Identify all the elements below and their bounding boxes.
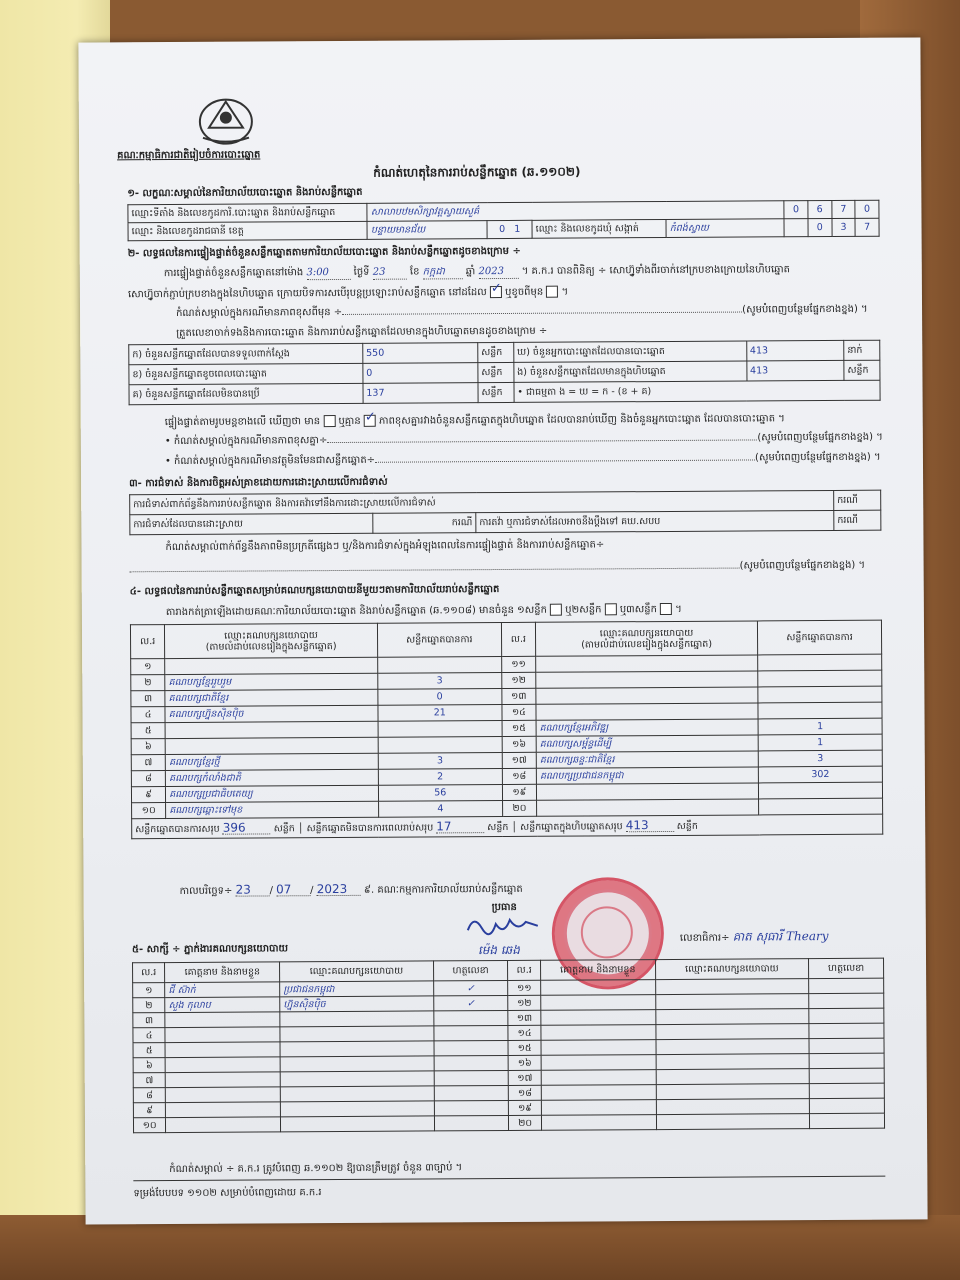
section3-heading: ៣- ការជំទាស់ និងការចិត្តអស់គ្រាខដោយការដោះស្រាយលើការជំទាស់ [129, 476, 388, 490]
party-votes [758, 702, 882, 719]
chair-signature-icon [464, 910, 544, 944]
row-number: ៩ [131, 787, 165, 803]
witness-party [280, 1086, 434, 1102]
nec-emblem-icon [197, 94, 255, 146]
witness-signature [809, 1098, 884, 1113]
row-number: ១៧ [509, 1070, 541, 1085]
witness-party [281, 1116, 435, 1132]
party-votes: 302 [758, 766, 882, 783]
two-sheet-checkbox[interactable] [605, 603, 617, 615]
table-row [133, 1113, 884, 1133]
party-name: គណបក្សប្រជាធិបតេយ្យ [166, 785, 379, 802]
spoiled-unit: សន្លឹក [478, 362, 514, 382]
col-name: គោត្តនាម និងនាមខ្លួន [540, 960, 655, 981]
witness-signature [434, 1040, 509, 1055]
witness-name: សួង កុលាប [165, 997, 280, 1013]
commune-digit: 0 [808, 218, 832, 236]
party-votes [758, 782, 882, 799]
row-number: ៣ [133, 1013, 165, 1028]
witness-name [541, 995, 656, 1011]
col-party: ឈ្មោះគណបក្សនយោបាយ (តាមលំដាប់លេខរៀងក្នុងសន្លឹកឆ្នោត) [535, 621, 757, 656]
row-number: ៦ [133, 1058, 165, 1073]
row-number: ១៩ [509, 1100, 541, 1115]
witness-name [165, 1057, 280, 1073]
witness-party [655, 1009, 809, 1025]
row-number: ១៦ [502, 736, 536, 752]
party-name: គណបក្សឆន្ទៈជាតិខ្មែរ [536, 751, 758, 768]
witness-party [280, 1071, 434, 1087]
spoiled-value: 0 [363, 363, 478, 384]
witness-signature [434, 1070, 509, 1085]
sheet-count-line: តារាងកត់ត្រាឡើងដោយគណៈការិយាល័យបោះឆ្នោត និងរាប់សន្លឹកឆ្នោត (ឆ.១១០៨) មានចំនួន ១សន្លឹក ឬ២សន្លឹក ឬ៣សន្លឹក ។ [165, 603, 682, 619]
location-digit: 0 [855, 200, 879, 218]
row-number: ៥ [133, 1043, 165, 1058]
check-line: ផ្ទៀងផ្ទាត់តាមរូបមន្តខាងលើ ឃើញថា មាន ឬគ្មាន ✓ ភាពខុសគ្នារវាងចំនួនសន្លឹកឆ្នោតក្នុងហិបឆ្នោត ដែលបានរាប់ឃើញ និងចំនួនអ្នកបោះឆ្នោត ដែលបានបោះឆ្នោត ។ [165, 412, 785, 429]
row-number: ១៣ [502, 688, 536, 704]
chair-label: ប្រធាន [491, 901, 517, 914]
count-intro: ត្រួតលេខាចាក់ទងនិងការបោះឆ្នោត និងការរាប់សន្លឹកឆ្នោតដែលមានក្នុងហិបឆ្នោតមានដូចខាងក្រោម ÷ [176, 325, 548, 339]
witness-party [281, 1101, 435, 1117]
date-line: កាលបរិច្ឆេទ÷ 23 / 07 / 2023 ៩. គណៈកម្មការការិយាល័យរាប់សន្លឹកឆ្នោត [179, 881, 523, 897]
witness-table [132, 958, 885, 1134]
witness-name [541, 1085, 656, 1101]
form-sheet [78, 37, 927, 1224]
witness-party: ហ្វ៊ុនស៊ិនប៉ិច [280, 996, 434, 1012]
col-no: ល.រ [508, 960, 540, 980]
chair-name: ម៉េង ឆេង [477, 942, 520, 958]
party-name: គណបក្សប្រជាជនកម្ពុជា [536, 767, 758, 784]
witness-party: ប្រជាជនកម្ពុជា [280, 981, 434, 997]
row-number: ១១ [508, 980, 540, 995]
witness-party [656, 1084, 810, 1100]
witness-party [280, 1041, 434, 1057]
witness-party [656, 1099, 810, 1115]
party-votes: 56 [378, 785, 502, 802]
witness-party [280, 1056, 434, 1072]
location-digit: 7 [831, 200, 855, 218]
party-name: គណបក្សហ្វ៊ុនស៊ិនប៉ិច [165, 705, 378, 722]
row-number: ១០ [132, 803, 166, 819]
form-code: ទម្រង់បែបបទ ១១០២ សម្រាប់បំពេញដោយ គ.ក.រ [133, 1187, 322, 1200]
party-name: គណបក្សខ្មែររួបរួម [165, 673, 378, 690]
received-label: ក) ចំនួនសន្លឹកឆ្នោតដែលបានទទួលពាក់ស្តែង [129, 343, 363, 364]
party-votes [758, 686, 882, 703]
party-name: គណបក្សខ្មែរថ្មី [166, 753, 379, 770]
witness-signature [434, 1115, 509, 1130]
row-number: ១១ [501, 656, 535, 672]
col-sign: ហត្ថលេខា [809, 958, 884, 978]
in-box-value: 413 [746, 360, 844, 381]
party-votes: 3 [758, 750, 882, 767]
party-votes: 3 [378, 753, 502, 770]
witness-signature [809, 1083, 884, 1098]
unused-unit: សន្លឹក [478, 382, 514, 402]
row-number: ៧ [131, 755, 165, 771]
witness-signature [434, 1025, 509, 1040]
witness-name [540, 980, 655, 996]
province-value: បន្ទាយមានជ័យ [367, 221, 487, 240]
location-table [127, 200, 879, 242]
commune-value: កំពង់ស្វាយ [666, 219, 784, 238]
witness-signature [809, 978, 884, 993]
formula: • ជាធម្មតា ង = ឃ = ក - (ខ + គ) [514, 380, 880, 402]
witness-signature [809, 993, 884, 1008]
witness-signature [434, 1055, 509, 1070]
row-number: ១៥ [508, 1040, 540, 1055]
wooden-board-bottom [0, 1215, 960, 1280]
voted-label: ឃ) ចំនួនអ្នកបោះឆ្នោតដែលបានបោះឆ្នោត [514, 341, 747, 362]
row-number: ១ [131, 659, 165, 675]
row-number: ១៣ [508, 1010, 540, 1025]
party-name: គណបក្សឆ្ពោះទៅមុខ [166, 801, 379, 818]
ballot-count-table [128, 340, 880, 406]
location-value: សាលាបឋមសិក្សាវត្តស្វាយសួគ៌ [367, 201, 784, 222]
party-votes [758, 654, 882, 671]
resolved-unit: ករណី [373, 513, 476, 534]
witness-party [655, 979, 809, 995]
received-unit: សន្លឹក [478, 342, 514, 362]
row-number: ១៤ [508, 1025, 540, 1040]
province-code: 0 1 [487, 220, 532, 238]
appeal-label: ការតវ៉ា ឬការជំទាស់ដែលអាចនឹងប្តឹងទៅ គឃ.សបប [476, 510, 834, 532]
row-number: ១២ [508, 995, 540, 1010]
commune-digit-blank [784, 219, 808, 237]
appeal-unit: ករណី [834, 510, 881, 530]
verify-line: ការផ្ទៀងផ្ទាត់ចំនួនសន្លឹកឆ្នោតនៅម៉ោង 3:00 ថ្ងៃទី 23 ខែ កក្កដា ឆ្នាំ 2023 ។ គ.ក.រ បានពិនិត្យ ÷ សោហ្វ៊ូទាំងពីរចាក់នៅក្របខាងក្រោយនៃហិបឆ្នោត [163, 264, 791, 280]
location-digit: 0 [784, 201, 808, 219]
intact-checkbox[interactable] [490, 286, 502, 298]
party-name [536, 655, 758, 672]
row-number: ១៧ [502, 752, 536, 768]
agency-name: គណៈកម្មាធិការជាតិរៀបចំការបោះឆ្នោត [117, 149, 261, 162]
row-number: ៥ [131, 723, 165, 739]
col-no: ល.រ [133, 963, 165, 983]
witness-name [541, 1115, 656, 1131]
party-votes [378, 737, 502, 754]
witness-party [656, 1069, 810, 1085]
witness-name [541, 1025, 656, 1041]
witness-signature [809, 1053, 884, 1068]
secretary-line: លេខាធិការ÷ គាត សុធារី Theary [679, 929, 829, 944]
witness-signature: ✓ [433, 995, 508, 1010]
location-label: ឈ្មោះទីតាំង និងលេខកូដការិ.បោះឆ្នោត និងរាប់សន្លឹកឆ្នោត [128, 203, 368, 222]
party-name [165, 657, 378, 674]
witness-party [655, 994, 809, 1010]
section5-heading: ៥- សាក្សី ÷ ភ្នាក់ងារគណបក្សនយោបាយ [131, 943, 289, 956]
col-party: ឈ្មោះគណបក្សនយោបាយ (តាមលំដាប់លេខរៀងក្នុងសន្លឹកឆ្នោត) [165, 623, 378, 658]
section4-heading: ៤- លទ្ធផលនៃការរាប់សន្លឹកឆ្នោតសម្រាប់គណបក្សនយោបាយនីមួយៗតាមការិយាល័យរាប់សន្លឹកឆ្នោត [129, 584, 500, 598]
party-votes: 1 [758, 718, 882, 735]
witness-name: ជី ស៊ាក់ [165, 982, 280, 998]
section2-heading: ២- លទ្ធផលនៃការផ្ទៀងផ្ទាត់ចំនួនសន្លឹកឆ្នោតតាមការិយាល័យបោះឆ្នោត និងរាប់សន្លឹកឆ្នោតដូចខាងក្រោម ÷ [127, 245, 521, 260]
witness-name [541, 1040, 656, 1056]
three-sheet-checkbox[interactable] [660, 603, 672, 615]
party-name [536, 671, 758, 688]
party-votes [759, 798, 883, 815]
witness-name [166, 1072, 281, 1088]
witness-party [656, 1114, 810, 1130]
row-number: ១៨ [502, 768, 536, 784]
witness-signature [809, 1023, 884, 1038]
irregularity-fill: (សូមបំពេញបន្ថែមផ្នែកខាងខ្នង) ។ [130, 560, 866, 576]
witness-name [165, 1027, 280, 1043]
voted-unit: នាក់ [844, 340, 880, 360]
has-diff-checkbox[interactable] [323, 415, 335, 427]
row-number: ១៩ [502, 784, 536, 800]
row-number: ៣ [131, 691, 165, 707]
diff-note: កំណត់សម្គាល់ក្នុងករណីមានភាពខុសពីមុន ÷ (សូមបំពេញបន្ថែមផ្នែកខាងខ្នង) ។ [176, 303, 868, 319]
row-number: ២ [133, 998, 165, 1013]
one-sheet-checkbox[interactable] [550, 604, 562, 616]
witness-party [280, 1026, 434, 1042]
witness-name [166, 1087, 281, 1103]
witness-signature [434, 1085, 509, 1100]
row-number: ៤ [131, 707, 165, 723]
party-votes [377, 657, 501, 674]
col-no: ល.រ [501, 622, 535, 656]
witness-name [165, 1042, 280, 1058]
party-votes: 1 [758, 734, 882, 751]
witness-signature [809, 1068, 884, 1083]
col-sign: ហត្ថលេខា [433, 960, 508, 980]
row-number: ១ [133, 983, 165, 998]
witness-signature [433, 1010, 508, 1025]
witness-signature [434, 1100, 509, 1115]
row-number: ៨ [131, 771, 165, 787]
row-number: ៧ [133, 1073, 165, 1088]
witness-party [656, 1039, 810, 1055]
bullet-object: • កំណត់សម្គាល់ក្នុងករណីមានវត្ថុមិនមែនជាសន្លឹកឆ្នោត÷ (សូមបំពេញបន្ថែមផ្នែកខាងខ្នង) ។ [164, 451, 881, 468]
irregularity-note: កំណត់សម្គាល់ពាក់ព័ន្ធនឹងភាពមិនប្រក្រតីផ្សេងៗ ឬ/និងការជំទាស់ក្នុងអំឡុងពេលនៃការផ្ទៀងផ្ទាត់ និងការរាប់សន្លឹកឆ្នោត÷ [165, 539, 605, 554]
party-name: គណបក្សសម្ព័ន្ធដើម្បី [536, 735, 758, 752]
party-name [165, 721, 378, 738]
in-box-unit: សន្លឹក [844, 360, 880, 380]
party-votes: 21 [378, 705, 502, 722]
witness-signature: ✓ [433, 980, 508, 995]
resolved-label: ការជំទាស់ដែលបានដោះស្រាយ [130, 513, 373, 534]
party-votes: 4 [378, 801, 502, 818]
witness-name [541, 1055, 656, 1071]
voted-value: 413 [746, 340, 844, 361]
witness-name [165, 1012, 280, 1028]
witness-signature [809, 1008, 884, 1023]
col-no: ល.រ [130, 625, 164, 659]
party-votes: 2 [378, 769, 502, 786]
witness-name [541, 1100, 656, 1116]
col-votes: សន្លឹកឆ្នោតបានការ [757, 620, 881, 655]
section1-heading: ១- លក្ខណៈសម្គាល់នៃការិយាល័យបោះឆ្នោត និងរាប់សន្លឹកឆ្នោត [127, 186, 363, 200]
row-number: ៤ [133, 1028, 165, 1043]
complaint-unit: ករណី [834, 490, 881, 510]
witness-signature [809, 1038, 884, 1053]
footer-divider [133, 1176, 885, 1182]
party-name [536, 703, 758, 720]
row-number: ១៦ [509, 1055, 541, 1070]
witness-name [541, 1010, 656, 1026]
lock-line: សោហ្វ៊ូចាក់ភ្ជាប់ក្របខាងក្នុងនៃហិបឆ្នោត ក្រោយបិទការសបើរុបន្តប្រឡោះរាប់សន្លឹកឆ្នោត នៅដដែល ✓ ឬខូចពីមុន ។ [128, 286, 568, 302]
party-votes [758, 670, 882, 687]
unused-value: 137 [363, 383, 478, 404]
row-number: ៨ [133, 1088, 165, 1103]
col-party: ឈ្មោះគណបក្សនយោបាយ [655, 959, 809, 980]
party-name [537, 799, 759, 816]
col-name: គោត្តនាម និងនាមខ្លួន [165, 962, 280, 983]
row-number: ៩ [133, 1103, 165, 1118]
commune-digit: 7 [855, 218, 879, 236]
received-value: 550 [363, 343, 478, 364]
province-label: ឈ្មោះ និងលេខកូដរាជធានី ខេត្ត [128, 221, 368, 240]
complaint-table [129, 490, 881, 536]
no-diff-checkbox[interactable] [364, 415, 376, 427]
party-votes: 0 [378, 689, 502, 706]
party-name [536, 687, 758, 704]
party-name [536, 783, 758, 800]
commune-digit: 3 [832, 218, 856, 236]
witness-party [656, 1024, 810, 1040]
form-title: កំណត់ហេតុនៃការរាប់សន្លឹកឆ្នោត (ឆ.១១០២) [373, 164, 581, 180]
col-party: ឈ្មោះគណបក្សនយោបាយ [280, 961, 434, 982]
row-number: ២០ [502, 800, 536, 816]
witness-name [166, 1117, 281, 1133]
row-number: ១២ [502, 672, 536, 688]
witness-name [541, 1070, 656, 1086]
spoiled-label: ខ) ចំនួនសន្លឹកឆ្នោតខូចពេលបោះឆ្នោត [129, 363, 363, 384]
witness-name [166, 1102, 281, 1118]
broken-checkbox[interactable] [546, 286, 558, 298]
bullet-diff: • កំណត់សម្គាល់ក្នុងករណីមានភាពខុសគ្នា÷ (សូមបំពេញបន្ថែមផ្នែកខាងខ្នង) ។ [164, 431, 883, 448]
row-number: ១៤ [502, 704, 536, 720]
unused-label: គ) ចំនួនសន្លឹកឆ្នោតដែលមិនបានប្រើ [129, 383, 363, 404]
row-number: ២ [131, 675, 165, 691]
party-name: គណបក្សជាតិខ្មែរ [165, 689, 378, 706]
row-number: ២០ [509, 1115, 541, 1130]
witness-party [280, 1011, 434, 1027]
row-number: ១០ [133, 1118, 165, 1133]
in-box-label: ង) ចំនួនសន្លឹកឆ្នោតដែលមានក្នុងហិបឆ្នោត [514, 361, 747, 382]
totals-row: សន្លឹកឆ្នោតបានការសរុប 396 សន្លឹក │ សន្លឹកឆ្នោតមិនបានការពេលរាប់សរុប 17 សន្លឹក │ សន្លឹកឆ្នោតក្នុងហិបឆ្នោតសរុប 413 សន្លឹក [132, 814, 883, 839]
party-name: គណបក្សខ្មែរអភិវឌ្ឍ [536, 719, 758, 736]
commune-label: ឈ្មោះ និងលេខកូដឃុំ សង្កាត់ [532, 219, 666, 238]
location-digit: 6 [808, 200, 832, 218]
party-name [165, 737, 378, 754]
party-votes: 3 [378, 673, 502, 690]
party-votes [378, 721, 502, 738]
row-number: ៦ [131, 739, 165, 755]
complaint-label: ការជំទាស់ពាក់ព័ន្ធនឹងការរាប់សន្លឹកឆ្នោត និងការតវ៉ាទៅនឹងការដោះស្រាយលើការជំទាស់ [130, 490, 834, 514]
witness-party [656, 1054, 810, 1070]
row-number: ១៨ [509, 1085, 541, 1100]
row-number: ១៥ [502, 720, 536, 736]
witness-signature [810, 1113, 885, 1128]
footer-note: កំណត់សម្គាល់ ÷ គ.ក.រ ត្រូវបំពេញ ឆ.១១០២ ឱ្យបានត្រឹមត្រូវ ចំនួន ៣ច្បាប់ ។ [169, 1162, 463, 1176]
party-name: គណបក្សកំលាំងជាតិ [166, 769, 379, 786]
col-votes: សន្លឹកឆ្នោតបានការ [377, 623, 501, 658]
party-results-table [130, 620, 883, 840]
